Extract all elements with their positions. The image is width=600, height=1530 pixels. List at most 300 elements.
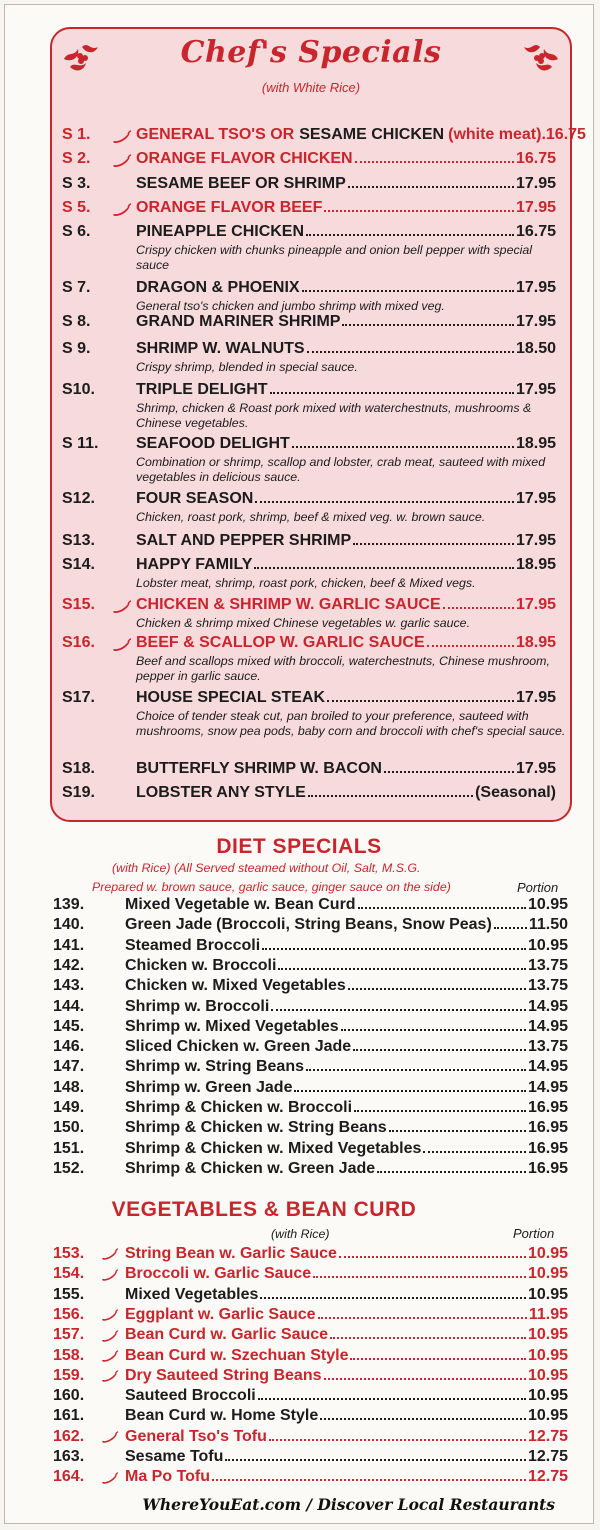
item-price: 12.75	[527, 1468, 568, 1486]
item-line	[136, 532, 556, 550]
item-code: S 8.	[62, 313, 91, 330]
item-name: ORANGE FLAVOR CHICKEN	[136, 150, 353, 167]
menu-item	[62, 150, 556, 172]
item-number: 159.	[53, 1366, 85, 1384]
menu-item	[53, 1119, 568, 1139]
item-number: 158.	[53, 1346, 85, 1364]
item-line	[136, 556, 556, 574]
hot-pepper-icon	[101, 1431, 119, 1445]
item-line	[136, 223, 556, 241]
menu-item	[53, 1079, 568, 1099]
item-line	[136, 199, 556, 217]
menu-item	[53, 957, 568, 977]
dot-leader	[377, 1171, 526, 1173]
hot-pepper-icon	[101, 1350, 119, 1364]
item-name: DRAGON & PHOENIX	[136, 279, 300, 296]
item-price: 10.95	[527, 1285, 568, 1303]
item-name: Eggplant w. Garlic Sauce	[125, 1305, 316, 1323]
item-line	[136, 175, 556, 193]
diet-specials-title: DIET SPECIALS	[216, 835, 382, 858]
dot-leader	[306, 234, 514, 236]
item-code: S15.	[62, 596, 95, 613]
item-code: S 11.	[62, 435, 99, 452]
item-name: BEEF & SCALLOP W. GARLIC SAUCE	[136, 634, 425, 651]
item-line	[136, 689, 556, 707]
item-line	[125, 1448, 568, 1466]
item-line	[125, 1347, 568, 1365]
hot-pepper-icon	[112, 638, 132, 652]
menu-item	[62, 532, 556, 554]
dot-leader	[443, 607, 514, 609]
item-price: 16.75	[515, 223, 556, 240]
hot-pepper-icon	[101, 1329, 119, 1343]
item-name: SHRIMP W. WALNUTS	[136, 340, 305, 357]
item-number: 160.	[53, 1387, 85, 1405]
dot-leader	[308, 795, 473, 797]
menu-item	[53, 1058, 568, 1078]
item-price: 10.95	[527, 1407, 568, 1425]
item-price: (Seasonal)	[475, 784, 556, 801]
item-price: 16.95	[527, 1119, 568, 1137]
menu-item	[53, 1038, 568, 1058]
item-name: Chicken w. Mixed Vegetables	[125, 977, 346, 995]
item-price: 17.95	[515, 199, 556, 216]
item-line	[125, 1160, 568, 1178]
item-name: Broccoli w. Garlic Sauce	[125, 1265, 312, 1283]
item-price: 17.95	[515, 175, 556, 192]
item-line	[125, 1468, 568, 1486]
dot-leader	[292, 446, 514, 448]
item-number: 156.	[53, 1305, 85, 1323]
dot-leader	[254, 567, 513, 569]
menu-item	[62, 175, 556, 197]
item-line	[136, 596, 556, 614]
item-line	[125, 1099, 568, 1117]
dot-leader	[306, 1069, 526, 1071]
item-line	[125, 1119, 568, 1137]
item-description: Lobster meat, shrimp, roast pork, chicken, beef & Mixed vegs.	[136, 576, 476, 590]
item-price: 17.95	[515, 689, 556, 706]
hot-pepper-icon	[112, 130, 132, 144]
item-code: S18.	[62, 760, 95, 777]
item-line	[125, 896, 568, 914]
item-price: 13.75	[527, 956, 568, 974]
chef-specials-box	[50, 27, 586, 822]
dot-leader	[270, 392, 514, 394]
item-number: 162.	[53, 1427, 85, 1445]
item-line	[136, 340, 556, 358]
item-name: Dry Sauteed String Beans	[125, 1366, 322, 1384]
dot-leader	[271, 1009, 526, 1011]
dot-leader	[258, 1398, 526, 1400]
item-name: General Tso's Tofu	[125, 1427, 267, 1445]
item-line	[136, 760, 556, 778]
item-price: 18.95	[515, 556, 556, 573]
menu-item	[53, 937, 568, 957]
menu-item	[62, 556, 556, 578]
item-description: Crispy shrimp, blended in special sauce.	[136, 360, 358, 374]
item-code: S16.	[62, 634, 95, 651]
item-name: Mixed Vegetables	[125, 1285, 259, 1303]
menu-item	[53, 1407, 568, 1427]
item-number: 163.	[53, 1448, 85, 1465]
dot-leader	[260, 1297, 526, 1299]
item-price: 13.75	[527, 977, 568, 995]
vegetables-title: VEGETABLES & BEAN CURD	[111, 1198, 417, 1221]
item-number: 161.	[53, 1407, 85, 1425]
item-name: Shrimp & Chicken w. String Beans	[125, 1119, 387, 1137]
item-price: 10.95	[527, 1245, 568, 1262]
item-number: 144.	[53, 997, 85, 1015]
item-name: SESAME BEEF OR SHRIMP	[136, 175, 346, 192]
item-number: 139.	[53, 896, 85, 913]
dot-leader	[269, 1439, 526, 1441]
item-number: 154.	[53, 1265, 85, 1283]
item-code: S 1.	[62, 126, 91, 143]
menu-item	[53, 1245, 568, 1265]
item-name: Green Jade	[125, 916, 213, 934]
menu-item	[53, 1448, 568, 1468]
item-name: Shrimp w. Mixed Vegetables	[125, 1017, 339, 1035]
menu-item	[53, 1286, 568, 1306]
item-code: S 7.	[62, 279, 91, 296]
item-number: 147.	[53, 1058, 85, 1076]
menu-item	[62, 381, 556, 403]
item-code: S 2.	[62, 150, 91, 167]
item-description: Shrimp, chicken & Roast pork mixed with waterchestnuts, mushrooms & Chinese vegetables.	[136, 401, 532, 430]
menu-item	[62, 279, 556, 301]
diet-specials-subtitle-1: (with Rice) (All Served steamed without Oil, Salt, M.S.G.	[112, 861, 421, 875]
item-line	[125, 1058, 568, 1076]
dot-leader	[384, 771, 514, 773]
item-price: 16.75	[515, 150, 556, 167]
item-line	[125, 1326, 568, 1344]
menu-item	[53, 1468, 568, 1488]
item-name-note: (Broccoli, String Beans, Snow Peas)	[216, 916, 492, 934]
menu-item	[62, 490, 556, 512]
item-name: HOUSE SPECIAL STEAK	[136, 689, 326, 706]
menu-item	[53, 1367, 568, 1387]
dot-leader	[307, 351, 514, 353]
item-price: 11.50	[528, 916, 568, 934]
menu-item	[53, 896, 568, 916]
item-line	[125, 1306, 568, 1324]
item-number: 148.	[53, 1078, 85, 1096]
menu-item	[62, 689, 556, 711]
dot-leader	[353, 1049, 526, 1051]
hot-pepper-icon	[101, 1370, 119, 1384]
item-name: Mixed Vegetable w. Bean Curd	[125, 896, 356, 913]
item-line	[125, 957, 568, 975]
item-price: 17.95	[515, 760, 556, 777]
item-price: 17.95	[515, 381, 556, 398]
vegetables-subtitle: (with Rice)	[271, 1227, 330, 1241]
item-price: 18.95	[515, 634, 556, 651]
item-line	[136, 313, 556, 331]
item-price: 16.95	[527, 1139, 568, 1157]
item-line	[125, 916, 568, 934]
item-line	[136, 634, 556, 652]
item-name: Bean Curd w. Garlic Sauce	[125, 1326, 329, 1344]
menu-page	[4, 4, 594, 1524]
item-line	[125, 1286, 568, 1304]
menu-item	[53, 1018, 568, 1038]
item-code: S 6.	[62, 223, 91, 240]
hot-pepper-icon	[101, 1268, 119, 1282]
menu-item	[53, 1347, 568, 1367]
item-name: FOUR SEASON	[136, 490, 254, 507]
dot-leader	[342, 324, 514, 326]
item-description: Chicken, roast pork, shrimp, beef & mixed veg. w. brown sauce.	[136, 510, 486, 524]
item-number: 146.	[53, 1038, 85, 1056]
hot-pepper-icon	[112, 600, 132, 614]
menu-item	[62, 199, 556, 221]
menu-item	[53, 1265, 568, 1285]
dot-leader	[212, 1479, 526, 1481]
menu-item	[53, 1099, 568, 1119]
item-line	[125, 977, 568, 995]
item-code: S 9.	[62, 340, 91, 357]
chef-specials-title: Chef's Specials	[180, 35, 442, 70]
item-number: 140.	[53, 916, 85, 934]
item-price: 14.95	[527, 1078, 568, 1096]
item-price: 14.95	[527, 997, 568, 1015]
item-code: S 3.	[62, 175, 91, 192]
menu-item	[53, 1326, 568, 1346]
item-number: 157.	[53, 1326, 85, 1344]
item-price: 17.95	[515, 532, 556, 549]
item-price: 10.95	[527, 936, 568, 954]
dot-leader	[423, 1151, 526, 1153]
item-price: 10.95	[527, 1346, 568, 1364]
item-price: 16.95	[527, 1099, 568, 1116]
dot-leader	[255, 501, 514, 503]
menu-item	[62, 340, 556, 362]
item-line	[136, 126, 586, 144]
item-code: S12.	[62, 490, 95, 507]
item-name: Sesame Tofu	[125, 1448, 224, 1465]
menu-item	[62, 313, 556, 335]
item-name: SALT AND PEPPER SHRIMP	[136, 532, 352, 549]
item-name: Shrimp & Chicken w. Mixed Vegetables	[125, 1139, 422, 1157]
item-price: 13.75	[527, 1038, 568, 1056]
item-number: 145.	[53, 1017, 85, 1035]
menu-item	[62, 126, 586, 148]
item-line	[125, 1265, 568, 1283]
item-number: 151.	[53, 1139, 85, 1157]
dot-leader	[324, 1378, 526, 1380]
menu-item	[53, 1387, 568, 1407]
item-line	[136, 150, 556, 168]
item-line	[125, 998, 568, 1016]
menu-item	[62, 634, 556, 656]
item-line	[125, 1140, 568, 1158]
item-number: 141.	[53, 936, 85, 954]
item-number: 152.	[53, 1159, 85, 1177]
item-number: 155.	[53, 1285, 85, 1303]
item-name: Chicken w. Broccoli	[125, 956, 277, 974]
item-name: HAPPY FAMILY	[136, 556, 253, 573]
item-price: 11.95	[528, 1305, 568, 1323]
hot-pepper-icon	[101, 1471, 119, 1485]
item-description: Beef and scallops mixed with broccoli, waterchestnuts, Chinese mushroom, pepper in garlic sauce.	[136, 654, 550, 683]
item-line	[125, 1407, 568, 1425]
item-price: 10.95	[527, 1326, 568, 1344]
item-price: 10.95	[527, 1387, 568, 1405]
menu-item	[62, 784, 556, 806]
dot-leader	[350, 1358, 525, 1360]
item-code: S10.	[62, 381, 95, 398]
menu-item	[53, 998, 568, 1018]
item-number: 149.	[53, 1099, 85, 1116]
dot-leader	[355, 161, 514, 163]
hot-pepper-icon	[112, 154, 132, 168]
dot-leader	[330, 1337, 526, 1339]
item-line	[125, 1245, 568, 1263]
portion-label: Portion	[517, 880, 559, 895]
menu-item	[53, 977, 568, 997]
hot-pepper-icon	[112, 203, 132, 217]
dot-leader	[278, 968, 526, 970]
item-line	[125, 1038, 568, 1056]
dot-leader	[358, 907, 526, 909]
item-code: S 5.	[62, 199, 91, 216]
item-number: 164.	[53, 1468, 85, 1486]
item-description: Choice of tender steak cut, pan broiled to your preference, sauteed with mushrooms, snow pea pods, baby corn and broccoli with chef's special sauce.	[136, 709, 566, 738]
item-price: 14.95	[527, 1058, 568, 1076]
item-price: 14.95	[527, 1017, 568, 1035]
portion-label: Portion	[513, 1226, 555, 1241]
item-line	[136, 279, 556, 297]
item-name-alt: SESAME CHICKEN	[299, 126, 445, 143]
dot-leader	[320, 1418, 526, 1420]
menu-item	[53, 1306, 568, 1326]
item-code: S14.	[62, 556, 95, 573]
item-price: 12.75	[527, 1448, 568, 1465]
dot-leader	[348, 988, 526, 990]
dot-leader	[348, 186, 514, 188]
item-name: Shrimp & Chicken w. Green Jade	[125, 1159, 376, 1177]
dot-leader	[339, 1256, 526, 1258]
item-number: 143.	[53, 977, 85, 995]
footer-credit: WhereYouEat.com / Discover Local Restaurants	[142, 1495, 555, 1514]
dot-leader	[313, 1276, 526, 1278]
hot-pepper-icon	[101, 1248, 119, 1262]
diet-specials-subtitle-2: Prepared w. brown sauce, garlic sauce, ginger sauce on the side)	[92, 880, 451, 894]
item-number: 142.	[53, 956, 85, 974]
dot-leader	[225, 1459, 526, 1461]
menu-item	[53, 1160, 568, 1180]
dot-leader	[353, 543, 514, 545]
item-code: S19.	[62, 784, 95, 801]
menu-item	[62, 760, 556, 782]
dot-leader	[354, 1110, 526, 1112]
item-name: TRIPLE DELIGHT	[136, 381, 268, 398]
item-name: GRAND MARINER SHRIMP	[136, 313, 341, 330]
menu-item	[53, 1140, 568, 1160]
item-dot-text: .	[541, 126, 546, 143]
dot-leader	[262, 948, 526, 950]
item-price: 17.95	[515, 279, 556, 296]
item-line	[125, 1428, 568, 1446]
item-code: S17.	[62, 689, 95, 706]
item-description: Combination or shrimp, scallop and lobster, crab meat, sauteed with mixed vegetables in delicious sauce.	[136, 455, 546, 484]
item-price: 17.95	[515, 596, 556, 613]
item-name: GENERAL TSO'S OR	[136, 126, 295, 143]
item-name: String Bean w. Garlic Sauce	[125, 1245, 337, 1262]
item-name: Steamed Broccoli	[125, 936, 261, 954]
dot-leader	[389, 1130, 526, 1132]
item-price: 10.95	[527, 1366, 568, 1384]
item-line	[136, 784, 556, 802]
item-name: Sliced Chicken w. Green Jade	[125, 1038, 352, 1056]
item-price: 18.50	[515, 340, 556, 357]
dot-leader	[427, 645, 514, 647]
menu-item	[62, 223, 556, 245]
dot-leader	[324, 210, 514, 212]
item-price: 10.95	[527, 896, 568, 913]
item-name: CHICKEN & SHRIMP W. GARLIC SAUCE	[136, 596, 441, 613]
menu-item	[62, 435, 556, 457]
dot-leader	[302, 290, 514, 292]
dot-leader	[341, 1029, 526, 1031]
item-line	[125, 1018, 568, 1036]
item-name: LOBSTER ANY STYLE	[136, 784, 306, 801]
dot-leader	[327, 700, 514, 702]
item-price: 16.75	[545, 126, 586, 143]
item-line	[136, 381, 556, 399]
item-name: SEAFOOD DELIGHT	[136, 435, 290, 452]
dot-leader	[294, 1090, 525, 1092]
item-line	[136, 490, 556, 508]
item-name: Shrimp w. Broccoli	[125, 997, 270, 1015]
dot-leader	[494, 927, 527, 929]
item-line	[125, 1367, 568, 1385]
item-price: 12.75	[527, 1427, 568, 1445]
item-number: 150.	[53, 1119, 85, 1137]
item-name: Bean Curd w. Home Style	[125, 1407, 319, 1425]
item-price: 17.95	[515, 490, 556, 507]
item-code: S13.	[62, 532, 95, 549]
item-line	[136, 435, 556, 453]
item-line	[125, 1079, 568, 1097]
item-name: Shrimp w. String Beans	[125, 1058, 304, 1076]
item-price: 10.95	[527, 1265, 568, 1283]
item-line	[125, 937, 568, 955]
dot-leader	[318, 1317, 527, 1319]
item-name: Shrimp w. Green Jade	[125, 1078, 293, 1096]
chef-specials-subtitle: (with White Rice)	[261, 80, 361, 95]
item-name: BUTTERFLY SHRIMP W. BACON	[136, 760, 382, 777]
item-name: PINEAPPLE CHICKEN	[136, 223, 305, 240]
item-name-note: (white meat)	[448, 126, 542, 143]
item-line	[125, 1387, 568, 1405]
menu-item	[53, 916, 568, 936]
item-description: Crispy chicken with chunks pineapple and onion bell pepper with special sauce	[136, 243, 533, 272]
item-name: Sauteed Broccoli	[125, 1387, 256, 1405]
item-name: Shrimp & Chicken w. Broccoli	[125, 1099, 353, 1116]
item-price: 18.95	[515, 435, 556, 452]
hot-pepper-icon	[101, 1309, 119, 1323]
item-description: General tso's chicken and jumbo shrimp with mixed veg.	[136, 299, 445, 313]
menu-item	[62, 596, 556, 618]
item-number: 153.	[53, 1245, 85, 1262]
item-name: ORANGE FLAVOR BEEF	[136, 199, 323, 216]
item-name: Bean Curd w. Szechuan Style	[125, 1346, 349, 1364]
item-description: Chicken & shrimp mixed Chinese vegetables w. garlic sauce.	[136, 616, 471, 630]
item-price: 16.95	[527, 1159, 568, 1177]
item-name: Ma Po Tofu	[125, 1468, 211, 1486]
